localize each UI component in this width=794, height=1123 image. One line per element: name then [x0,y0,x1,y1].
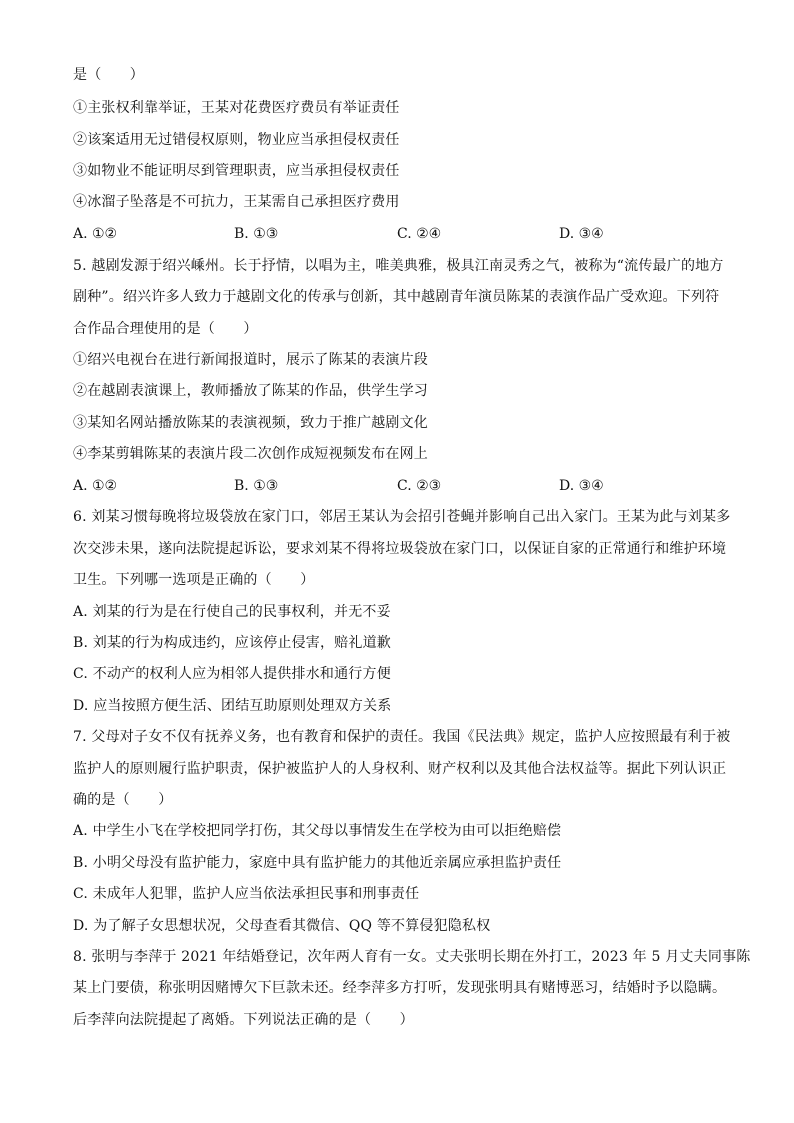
q7-stem-line-1: 7. 父母对子女不仅有抚养义务，也有教育和保护的责任。我国《民法典》规定，监护人应按照最有利于被 [73,729,731,745]
q6-stem-line-2: 次交涉未果，遂向法院提起诉讼，要求刘某不得将垃圾袋放在家门口，以保证自家的正常通行和维护环境 [73,541,727,557]
q7-stem-line-2: 监护人的原则履行监护职责，保护被监护人的人身权利、财产权利以及其他合法权益等。据此下列认识正 [73,761,727,777]
q4-option-b: B. ①③ [234,226,279,242]
q4-statement-3: ③如物业不能证明尽到管理职责，应当承担侵权责任 [73,163,400,179]
q5-option-a: A. ①② [73,478,118,494]
q4-option-a: A. ①② [73,226,118,242]
q6-stem-line-1: 6. 刘某习惯每晚将垃圾袋放在家门口，邻居王某认为会招引苍蝇并影响自己出入家门。王某为此与刘某多 [73,509,731,525]
q5-stem-line-3: 合作品合理使用的是（ ） [73,321,258,337]
q4-statement-4: ④冰溜子坠落是不可抗力，王某需自己承担医疗费用 [73,194,400,210]
q5-statement-3: ③某知名网站播放陈某的表演视频，致力于推广越剧文化 [73,415,428,431]
q6-choice-a: A. 刘某的行为是在行使自己的民事权利，并无不妥 [73,604,391,620]
q4-statement-1: ①主张权利靠举证，王某对花费医疗费员有举证责任 [73,100,400,116]
q4-option-c: C. ②④ [397,226,442,242]
q5-statement-2: ②在越剧表演课上，教师播放了陈某的作品，供学生学习 [73,383,428,399]
q7-choice-a: A. 中学生小飞在学校把同学打伤，其父母以事情发生在学校为由可以拒绝赔偿 [73,823,562,839]
q6-choice-b: B. 刘某的行为构成违约，应该停止侵害，赔礼道歉 [73,635,391,651]
q8-stem-line-3: 后李萍向法院提起了离婚。下列说法正确的是（ ） [73,1012,414,1028]
q5-statement-4: ④李某剪辑陈某的表演片段二次创作成短视频发布在网上 [73,446,428,462]
q8-stem-line-2: 某上门要债，称张明因赌博欠下巨款未还。经李萍多方打听，发现张明具有赌博恶习，结婚时予以隐瞒。 [73,980,727,996]
q7-stem-line-3: 确的是（ ） [73,792,173,808]
q4-stem-end: 是（ ） [73,67,144,83]
q4-option-d: D. ③④ [559,226,604,242]
q5-stem-line-1: 5. 越剧发源于绍兴嵊州。长于抒情，以唱为主，唯美典雅，极具江南灵秀之气，被称为“流传最广的地方 [73,258,724,274]
q7-choice-d: D. 为了解子女思想状况，父母查看其微信、QQ 等不算侵犯隐私权 [73,918,491,934]
q5-statement-1: ①绍兴电视台在进行新闻报道时，展示了陈某的表演片段 [73,352,428,368]
q5-option-d: D. ③④ [559,478,604,494]
q5-options [73,477,733,495]
q5-stem-line-2: 剧种”。绍兴许多人致力于越剧文化的传承与创新，其中越剧青年演员陈某的表演作品广受欢迎。下列符 [73,289,720,305]
q5-option-b: B. ①③ [234,478,279,494]
q4-statement-2: ②该案适用无过错侵权原则，物业应当承担侵权责任 [73,132,400,148]
q8-stem-line-1: 8. 张明与李萍于 2021 年结婚登记，次年两人育有一女。丈夫张明长期在外打工，2023 年 5 月丈夫同事陈 [73,949,751,965]
q6-choice-c: C. 不动产的权利人应为相邻人提供排水和通行方便 [73,666,391,682]
q6-stem-line-3: 卫生。下列哪一选项是正确的（ ） [73,572,315,588]
q4-options [73,225,733,243]
q7-choice-b: B. 小明父母没有监护能力，家庭中具有监护能力的其他近亲属应承担监护责任 [73,855,562,871]
q5-option-c: C. ②③ [397,478,442,494]
q6-choice-d: D. 应当按照方便生活、团结互助原则处理双方关系 [73,698,392,714]
q7-choice-c: C. 未成年人犯罪，监护人应当依法承担民事和刑事责任 [73,886,420,902]
